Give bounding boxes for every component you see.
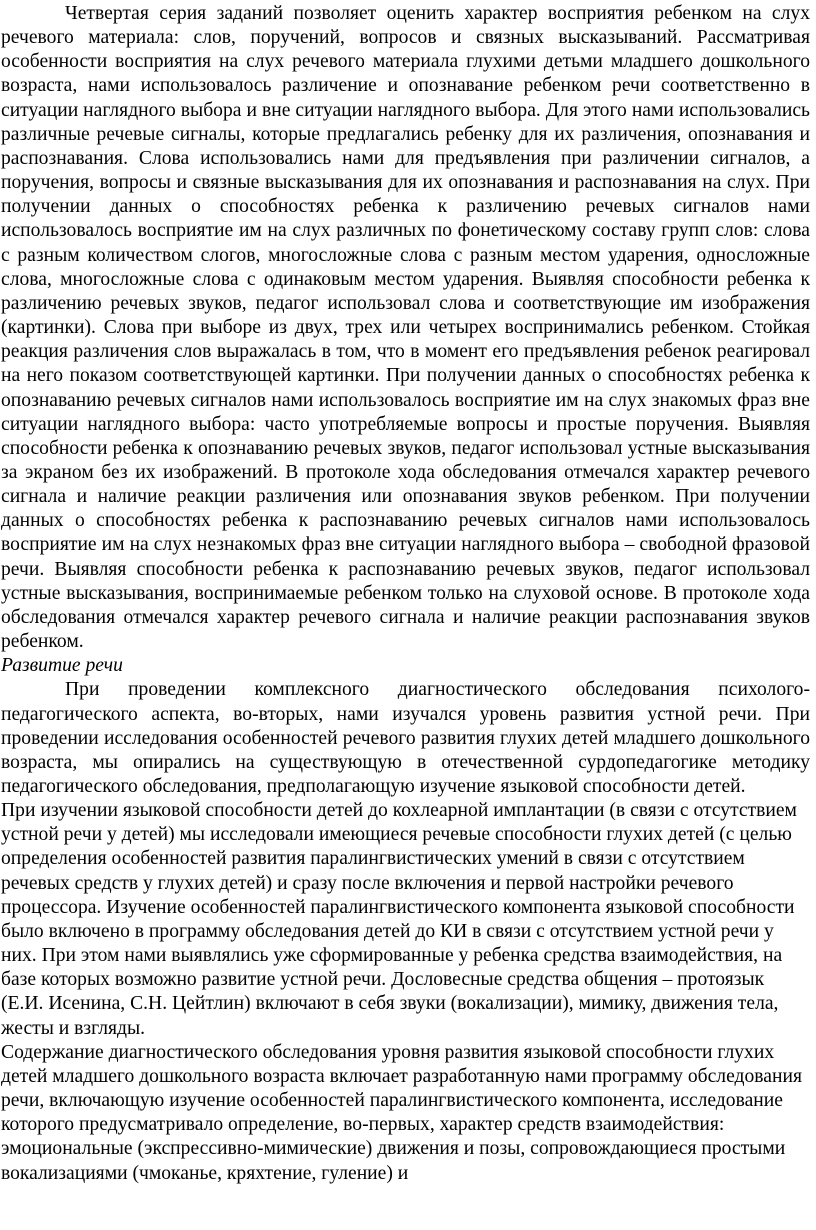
paragraph-examination-content: Содержание диагностического обследования уровня развития языковой способности глухих детей младшего дошкольного возраста включает разработанную нами программу обследования речи, включающую изучение особенностей паралингвистического компонента, исследование которого предусматривало определение, во-первых, характер средств взаимодействия: эмоциональные (экспрессивно-мимические) движения и позы, сопровождающиеся простыми вокализациями (чмоканье, кряхтение, гуление) и bbox=[1, 1041, 802, 1184]
paragraph-diagnostic-examination: При проведении комплексного диагностического обследования психолого-педагогического аспекта, во-вторых, нами изучался уровень развития устной речи. При проведении исследования особенностей речевого развития глухих детей младшего дошкольного возраста, мы опирались на существующую в отечественной сурдопедагогике методику педагогического обследования, предполагающую изучение языковой способности детей. bbox=[1, 679, 810, 797]
paragraph-language-ability: При изучении языковой способности детей до кохлеарной имплантации (в связи с отсутствием устной речи у детей) мы исследовали имеющиеся речевые способности глухих детей (с целью определения особенностей развития паралингвистических умений в связи с отсутствием речевых средств у глухих детей) и сразу после включения и первой настройки речевого процессора. Изучение особенностей паралингвистического компонента языковой способности было включено в программу обследования детей до КИ в связи с отсутствием устной речи у них. При этом нами выявлялись уже сформированные у ребенка средства взаимодействия, на базе которых возможно развитие устной речи. Дословесные средства общения – протоязык (Е.И. Исенина, С.Н. Цейтлин) включают в себя звуки (вокализации), мимику, движения тела, жесты и взгляды. bbox=[1, 800, 797, 1039]
paragraph-perception-tasks: Четвертая серия заданий позволяет оценить характер восприятия ребенком на слух речевого материала: слов, поручений, вопросов и связных высказываний. Рассматривая особенности восприятия на слух речевого материала глухими детьми младшего дошкольного возраста, нами использовалось различение и опознавание ребенком речи соответственно в ситуации наглядного выбора и вне ситуации наглядного выбора. Для этого нами использовались различные речевые сигналы, которые предлагались ребенку для их различения, опознавания и распознавания. Слова использовались нами для предъявления при различении сигналов, а поручения, вопросы и связные высказывания для их опознавания и распознавания на слух. При получении данных о способностях ребенка к различению речевых сигналов нами использовалось восприятие им на слух различных по фонетическому составу групп слов: слова с разным количеством слогов, многосложные слова с разным местом ударения, односложные слова, многосложные слова с одинаковым местом ударения. Выявляя способности ребенка к различению речевых звуков, педагог использовал слова и соответствующие им изображения (картинки). Слова при выборе из двух, трех или четырех воспринимались ребенком. Стойкая реакция различения слов выражалась в том, что в момент его предъявления ребенок реагировал на него показом соответствующей картинки. При получении данных о способностях ребенка к опознаванию речевых сигналов нами использовалось восприятие им на слух знакомых фраз вне ситуации наглядного выбора: часто употребляемые вопросы и простые поручения. Выявляя способности ребенка к опознаванию речевых звуков, педагог использовал устные высказывания за экраном без их изображений. В протоколе хода обследования отмечался характер речевого сигнала и наличие реакции различения или опознавания звуков ребенком. При получении данных о способностях ребенка к распознаванию речевых сигналов нами использовалось восприятие им на слух незнакомых фраз вне ситуации наглядного выбора – свободной фразовой речи. Выявляя способности ребенка к распознаванию речевых звуков, педагог использовал устные высказывания, воспринимаемые ребенком только на слуховой основе. В протоколе хода обследования отмечался характер речевого сигнала и наличие реакции распознавания звуков ребенком. bbox=[1, 3, 810, 653]
section-heading-speech-development: Развитие речи bbox=[1, 655, 123, 677]
